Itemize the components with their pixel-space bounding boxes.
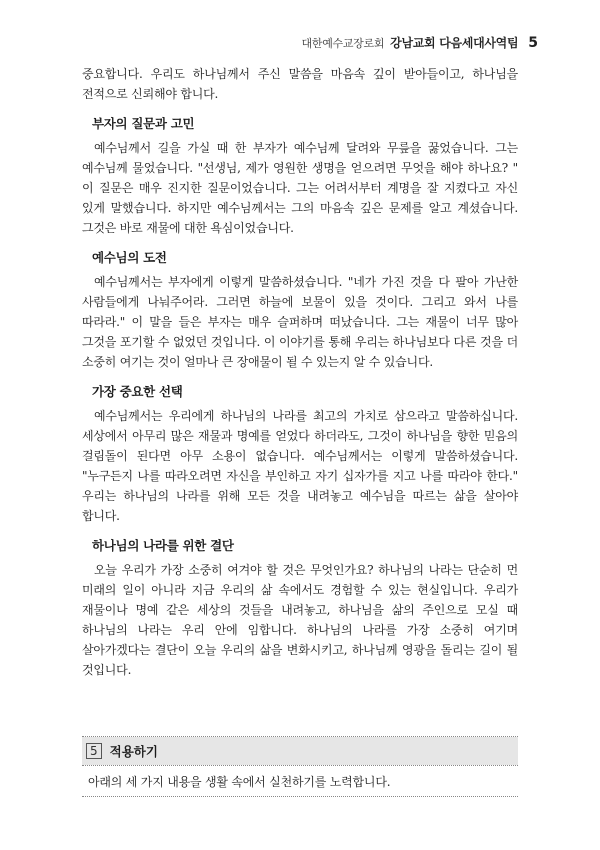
apply-section bbox=[82, 736, 518, 797]
section-body-kingdom-decision: 오늘 우리가 가장 소중히 여겨야 할 것은 무엇인가요? 하나님의 나라는 단순히 먼 미래의 일이 아니라 지금 우리의 삶 속에서도 경험할 수 있는 현실입니다. 우리가 재물이나 명예 같은 세상의 것들을 내려놓고, 하나님을 삶의 주인으로 모실 때 하나님의 나라는 우리 안에 임합니다. 하나님의 나라를 가장 소중히 여기며 살아가겠다는 결단이 오늘 우리의 삶을 변화시키고, 하나님께 영광을 돌리는 길이 될 것입니다. bbox=[82, 563, 518, 677]
section-body-rich-man: 예수님께서 길을 가실 때 한 부자가 예수님께 달려와 무릎을 꿇었습니다. 그는 예수님께 물었습니다. "선생님, 제가 영원한 생명을 얻으려면 무엇을 해야 하나요? " 이 질문은 매우 진지한 질문이었습니다. 그는 어려서부터 계명을 잘 지켰다고 자신 있게 말했습니다. 하지만 예수님께서는 그의 마음속 깊은 문제를 알고 계셨습니다. 그것은 바로 재물에 대한 욕심이었습니다. bbox=[82, 141, 518, 235]
section-body-jesus-challenge: 예수님께서는 부자에게 이렇게 말씀하셨습니다. "네가 가진 것을 다 팔아 가난한 사람들에게 나눠주어라. 그러면 하늘에 보물이 있을 것이다. 그리고 와서 나를 따라라." 이 말을 들은 부자는 매우 슬퍼하며 떠났습니다. 그는 재물이 너무 많아 그것을 포기할 수 없었던 것입니다. 이 이야기를 통해 우리는 하나님보다 다른 것을 더 소중히 여기는 것이 얼마나 큰 장애물이 될 수 있는지 알 수 있습니다. bbox=[82, 275, 518, 369]
apply-number-badge: 5 bbox=[86, 743, 102, 759]
intro-paragraph: 중요합니다. 우리도 하나님께서 주신 말씀을 마음속 깊이 받아들이고, 하나님을 전적으로 신뢰해야 합니다. bbox=[82, 67, 518, 101]
section-title-kingdom-decision: 하나님의 나라를 위한 결단 bbox=[92, 538, 234, 553]
apply-title: 적용하기 bbox=[109, 744, 158, 759]
page-header bbox=[302, 34, 538, 51]
section-body-important-choice: 예수님께서는 우리에게 하나님의 나라를 최고의 가치로 삼으라고 말씀하십니다. 세상에서 아무리 많은 재물과 명예를 얻었다 하더라도, 그것이 하나님을 향한 믿음의 걸림돌이 된다면 아무 소용이 없습니다. 예수님께서는 이렇게 말씀하셨습니다. "누구든지 나를 따라오려면 자신을 부인하고 자기 십자가를 지고 나를 따라야 한다." 우리는 하나님의 나라를 위해 모든 것을 내려놓고 예수님을 따르는 삶을 살아야 합니다. bbox=[82, 409, 518, 523]
page-number: 5 bbox=[528, 35, 538, 51]
section-title-rich-man: 부자의 질문과 고민 bbox=[92, 116, 195, 131]
apply-text: 아래의 세 가지 내용을 생활 속에서 실천하기를 노력합니다. bbox=[82, 765, 518, 796]
main-content bbox=[82, 64, 518, 680]
header-church: 강남교회 다음세대사역팀 bbox=[390, 36, 519, 50]
header-org: 대한예수교장로회 bbox=[301, 37, 385, 50]
section-title-important-choice: 가장 중요한 선택 bbox=[92, 384, 183, 399]
section-title-jesus-challenge: 예수님의 도전 bbox=[92, 250, 167, 265]
apply-header bbox=[82, 737, 518, 765]
